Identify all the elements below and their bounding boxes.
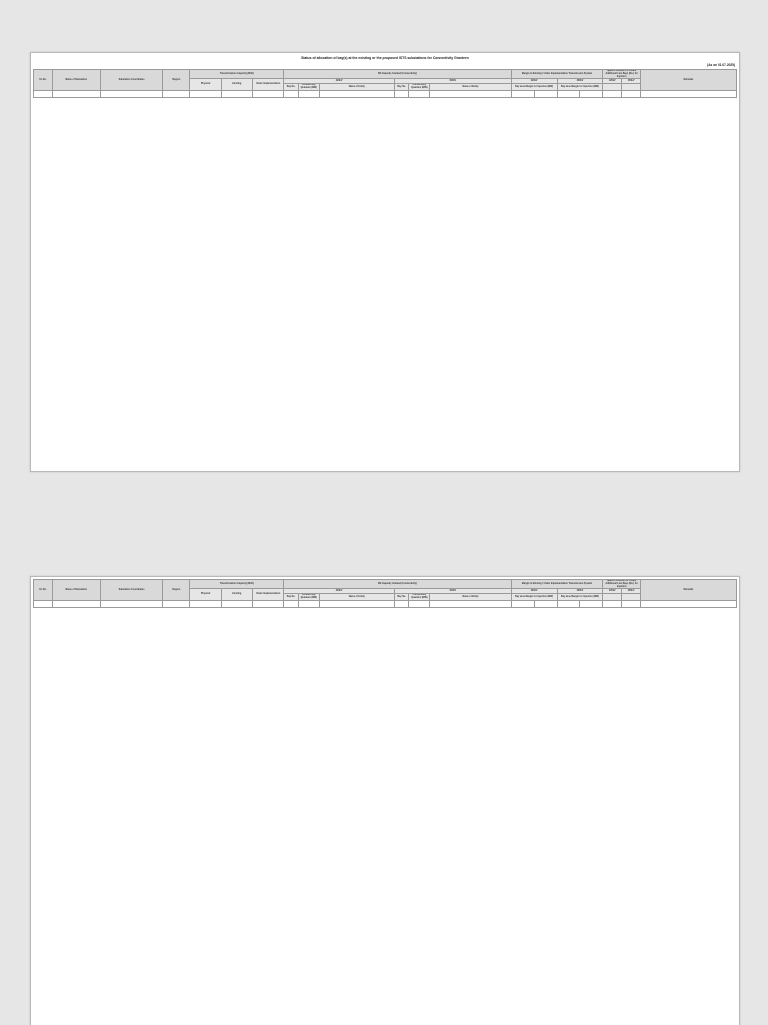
header-margin-400kv: 400kV [557,589,603,594]
header-margin: Margin in Existing / Under Implementation Transmission System [511,70,603,79]
table-cell [511,90,534,97]
header-margin-400: Bay wise Margin for Injection (MW) [557,594,603,601]
table-cell [409,600,430,607]
header-bay-no: Bay No. [284,84,299,91]
header-bay-no-2: Bay No. [394,84,409,91]
header-conn-quantum: Connectivity Quantum (MW) [298,594,319,601]
header-physical: Physical [190,79,221,91]
header-400kv: 400kV [394,589,511,594]
table-row [34,90,737,97]
table-cell [52,90,100,97]
table-cell [430,600,511,607]
header-entity-2: Name of Entity [430,594,511,601]
allocation-table-page-1 [33,69,737,98]
header-margin-220: Bay wise Margin for Injection (MW) [511,84,557,91]
table-cell [163,600,190,607]
header-space-provision: Space Provision for Future Additional Line Bays (No.) for Injection [603,70,641,79]
table-row [34,600,737,607]
header-transformation-capacity: Transformation Capacity (MVA) [190,580,284,589]
header-margin-220kv: 220kV [511,589,557,594]
document-title: Status of allocation of bay(s) at the existing or the proposed ISTS substations for Connectivity Grantees [301,56,469,60]
header-margin-400: Bay wise Margin for Injection (MW) [557,84,603,91]
header-physical: Physical [190,589,221,601]
table-cell [534,90,557,97]
document-page-1 [30,52,740,472]
table-cell [100,600,163,607]
header-transformation-capacity: Transformation Capacity (MVA) [190,70,284,79]
header-region: Region [163,580,190,601]
table-cell [284,600,299,607]
table-cell [534,600,557,607]
header-under-implementation: Under Implementation [252,79,283,91]
table-cell [603,600,622,607]
table-cell [221,90,252,97]
table-cell [190,600,221,607]
table-cell [52,600,100,607]
table-cell [603,90,622,97]
header-coordinates: Substation Coordinates [100,580,163,601]
header-conn-quantum: Connectivity Quantum (MW) [298,84,319,91]
header-conn-quantum-2: Connectivity Quantum (MW) [409,594,430,601]
header-entity-2: Name of Entity [430,84,511,91]
table-cell [622,90,641,97]
header-conn-quantum-2: Connectivity Quantum (MW) [409,84,430,91]
header-space-provision: Space Provision for Future Additional Line Bays (No.) for Injection [603,580,641,589]
header-capacity-granted: RE Capacity Granted (Connectivity) [284,580,511,589]
table-cell [100,90,163,97]
table-cell [622,600,641,607]
table-cell [252,600,283,607]
header-entity: Name of Entity [319,594,394,601]
header-coordinates: Substation Coordinates [100,70,163,91]
header-sl-no: Sl. No. [34,70,53,91]
table-cell [190,90,221,97]
header-substation-name: Name of Substation [52,580,100,601]
table-cell [298,600,319,607]
table-cell [557,600,580,607]
header-220kv: 220kV [284,79,395,84]
header-space-400kv: 400kV [622,589,641,594]
table-cell [394,90,409,97]
table-cell [409,90,430,97]
table-cell [640,600,736,607]
table-cell [284,90,299,97]
table-cell [163,90,190,97]
table-cell [34,90,53,97]
header-space-220kv: 220kV [603,589,622,594]
header-margin-400kv: 400kV [557,79,603,84]
header-capacity-granted: RE Capacity Granted (Connectivity) [284,70,511,79]
document-page-2 [30,576,740,1025]
as-on-date: (As on 01.07.2025) [707,63,735,67]
header-400kv: 400kV [394,79,511,84]
table-cell [580,90,603,97]
header-sl-no: Sl. No. [34,580,53,601]
allocation-table-page-2 [33,579,737,608]
header-entity: Name of Entity [319,84,394,91]
table-cell [580,600,603,607]
table-cell [221,600,252,607]
header-margin-220: Bay wise Margin for Injection (MW) [511,594,557,601]
table-cell [298,90,319,97]
header-space-400kv: 400kV [622,79,641,84]
table-cell [557,90,580,97]
header-bay-no: Bay No. [284,594,299,601]
header-under-implementation: Under Implementation [252,589,283,601]
header-space-220kv: 220kV [603,79,622,84]
header-220kv: 220kV [284,589,395,594]
header-bay-no-2: Bay No. [394,594,409,601]
header-substation-name: Name of Substation [52,70,100,91]
header-remarks: Remarks [640,580,736,601]
header-margin-220kv: 220kV [511,79,557,84]
table-cell [34,600,53,607]
table-cell [394,600,409,607]
table-cell [252,90,283,97]
page-1-table-body [34,90,737,97]
table-cell [511,600,534,607]
table-cell [430,90,511,97]
header-remarks: Remarks [640,70,736,91]
header-existing: Existing [221,79,252,91]
header-margin: Margin in Existing / Under Implementation Transmission System [511,580,603,589]
header-existing: Existing [221,589,252,601]
table-cell [640,90,736,97]
table-cell [319,600,394,607]
page-2-table-body [34,600,737,607]
table-cell [319,90,394,97]
header-region: Region [163,70,190,91]
